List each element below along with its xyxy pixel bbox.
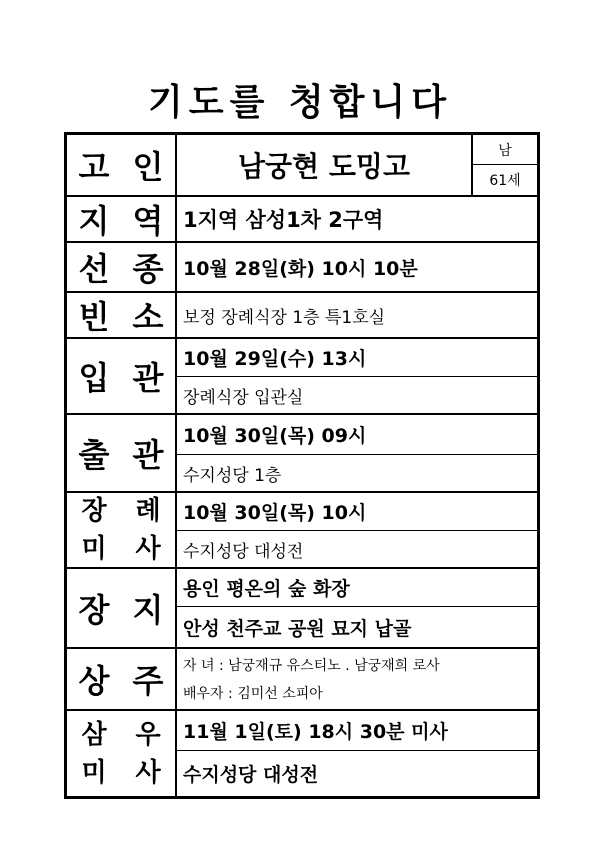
page-title: 기도를 청합니다 <box>148 82 452 123</box>
label-mourners <box>67 649 177 709</box>
label-char: 장 <box>78 591 110 629</box>
label-char: 출 <box>78 436 110 474</box>
burial-cremation: 용인 평온의 숲 화장 <box>177 569 537 607</box>
memorial-mass-time: 11월 1일(토) 18시 30분 미사 <box>177 711 537 751</box>
label-char: 역 <box>132 202 164 240</box>
label-char: 상 <box>78 662 110 700</box>
encoffin-time: 10월 29일(수) 13시 <box>177 339 537 377</box>
funeral-mass-time: 10월 30일(목) 10시 <box>177 493 537 531</box>
label-char: 관 <box>132 436 164 474</box>
funeral-mass-place: 수지성당 대성전 <box>183 541 304 562</box>
row-departure <box>67 415 537 493</box>
label-encoffin <box>67 339 177 413</box>
label-mortuary <box>67 293 177 337</box>
row-mortuary <box>67 293 537 339</box>
label-char: 고 <box>78 148 110 186</box>
mortuary-value: 보정 장례식장 1층 특1호실 <box>183 307 386 328</box>
label-char: 지 <box>132 591 164 629</box>
label-char: 미 <box>81 757 107 788</box>
row-deceased <box>67 135 537 197</box>
label-char: 소 <box>132 298 164 336</box>
label-char: 사 <box>135 757 161 788</box>
mourners-children: 자 녀 : 남궁재규 유스티노 . 남궁재희 로사 <box>183 658 440 674</box>
label-char: 선 <box>78 250 110 288</box>
row-burial <box>67 569 537 649</box>
obituary-table <box>64 132 540 799</box>
mourners-spouse: 배우자 : 김미선 소피아 <box>183 686 323 702</box>
label-char: 입 <box>78 359 110 397</box>
row-memorial-mass <box>67 711 537 796</box>
label-char: 관 <box>132 359 164 397</box>
row-funeral-mass <box>67 493 537 569</box>
label-char: 사 <box>135 534 161 564</box>
deceased-age: 61세 <box>471 165 537 195</box>
burial-cemetery: 안성 천주교 공원 묘지 납골 <box>183 617 412 640</box>
label-char: 인 <box>132 148 164 186</box>
label-char: 례 <box>135 496 161 526</box>
memorial-mass-place: 수지성당 대성전 <box>183 764 319 786</box>
encoffin-place: 장례식장 입관실 <box>183 387 304 408</box>
deceased-name: 남궁현 도밍고 <box>237 150 411 183</box>
label-char: 장 <box>81 496 107 526</box>
label-memorial-mass <box>67 711 177 796</box>
row-region <box>67 197 537 243</box>
death-value: 10월 28일(화) 10시 10분 <box>183 257 418 280</box>
label-burial <box>67 569 177 647</box>
departure-time: 10월 30일(목) 09시 <box>177 415 537 455</box>
label-region <box>67 197 177 241</box>
label-death <box>67 243 177 291</box>
label-deceased <box>67 135 177 195</box>
label-departure <box>67 415 177 491</box>
label-char: 빈 <box>78 298 110 336</box>
label-char: 우 <box>135 719 161 750</box>
row-mourners <box>67 649 537 711</box>
row-encoffin <box>67 339 537 415</box>
region-value: 1지역 삼성1차 2구역 <box>183 208 384 232</box>
label-funeral-mass <box>67 493 177 567</box>
row-death <box>67 243 537 293</box>
label-char: 주 <box>132 662 164 700</box>
label-char: 미 <box>81 534 107 564</box>
label-char: 지 <box>78 202 110 240</box>
deceased-gender: 남 <box>471 135 537 165</box>
label-char: 종 <box>132 250 164 288</box>
label-char: 삼 <box>81 719 107 750</box>
departure-place: 수지성당 1층 <box>183 465 282 486</box>
